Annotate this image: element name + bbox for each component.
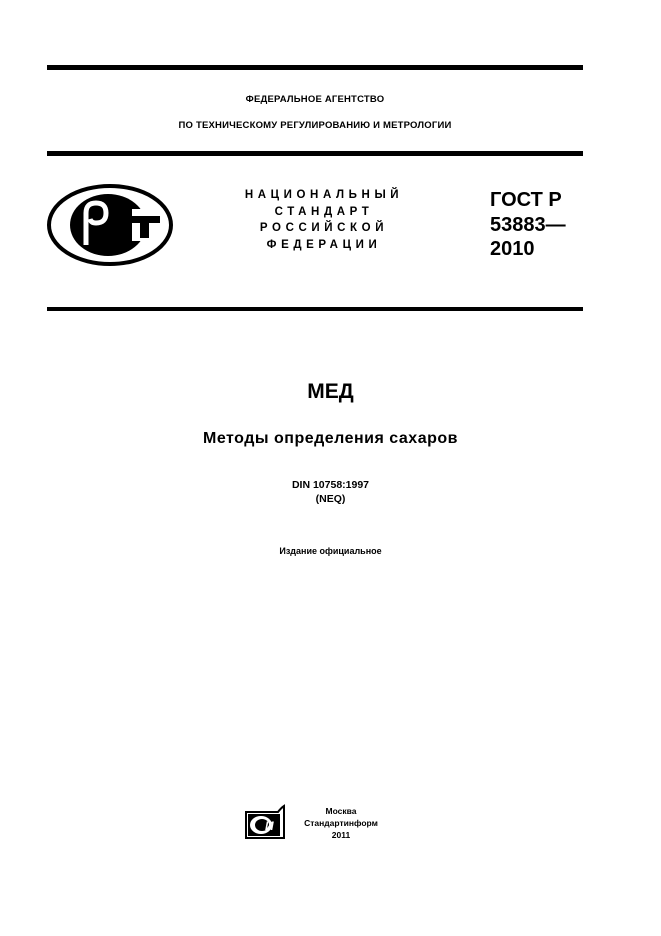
agency-line-2: ПО ТЕХНИЧЕСКОМУ РЕГУЛИРОВАНИЮ И МЕТРОЛОГИИ (178, 120, 452, 131)
document-subtitle: Методы определения сахаров (203, 430, 458, 447)
national-line-3: РОССИЙСКОЙ (259, 222, 389, 234)
gost-line-3: 2010 (490, 238, 535, 260)
standartinform-logo-icon (244, 804, 286, 840)
publisher-info (296, 805, 386, 841)
equivalence-degree: (NEQ) (315, 493, 346, 505)
svg-text:И: И (265, 819, 274, 833)
national-standard-label (236, 187, 412, 253)
reference-standard-code: DIN 10758:1997 (291, 479, 370, 491)
reference-standard (0, 478, 661, 506)
header-rule (47, 151, 583, 156)
national-line-4: ФЕДЕРАЦИИ (266, 238, 382, 251)
publisher-name: Стандартинформ (304, 818, 378, 828)
edition-note: Издание официальное (279, 546, 382, 556)
gost-number (490, 188, 566, 262)
national-line-1: НАЦИОНАЛЬНЫЙ (244, 189, 404, 201)
bottom-rule (47, 307, 583, 311)
top-rule (47, 65, 583, 70)
gost-line-2: 53883— (490, 213, 566, 236)
publisher-city: Москва (325, 806, 357, 816)
rst-logo-icon (46, 183, 174, 267)
document-title: МЕД (307, 380, 354, 403)
gost-line-1: ГОСТ Р (490, 189, 562, 211)
agency-line-1: ФЕДЕРАЛЬНОЕ АГЕНТСТВО (245, 94, 385, 105)
publication-year: 2011 (331, 830, 351, 840)
national-line-2: СТАНДАРТ (274, 205, 374, 218)
